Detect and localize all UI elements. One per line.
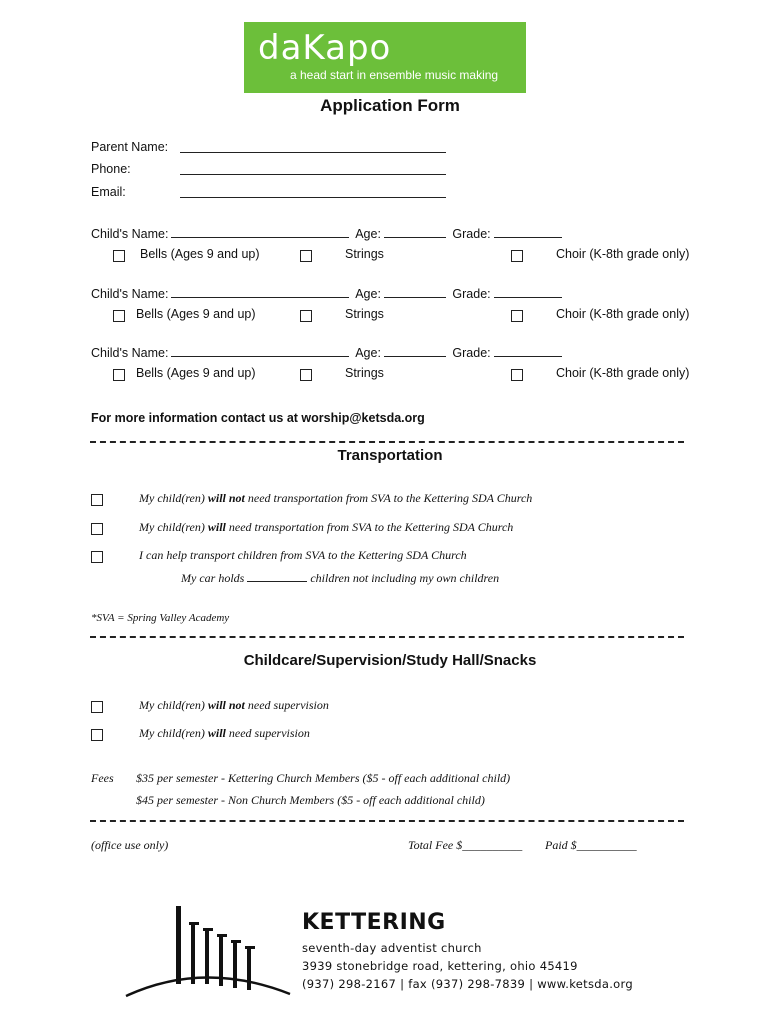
grade-label: Grade: xyxy=(452,346,491,360)
choir-label: Choir (K-8th grade only) xyxy=(556,307,690,321)
dakapo-logo xyxy=(244,22,526,93)
grade-field[interactable] xyxy=(494,287,562,298)
divider xyxy=(90,441,684,443)
child-row-2 xyxy=(91,287,565,301)
age-field[interactable] xyxy=(384,227,446,238)
option-text: need supervision xyxy=(225,726,310,740)
car-capacity-field[interactable] xyxy=(247,573,307,582)
choir-label: Choir (K-8th grade only) xyxy=(556,247,690,261)
office-use-label: (office use only) xyxy=(91,838,169,852)
option-emphasis: will not xyxy=(207,491,245,505)
sva-note: *SVA = Spring Valley Academy xyxy=(91,612,230,624)
option-emphasis: will not xyxy=(207,698,245,712)
no-supervision-checkbox[interactable] xyxy=(91,701,103,713)
child-row-3 xyxy=(91,346,565,360)
strings-label: Strings xyxy=(345,247,384,261)
no-transport-checkbox[interactable] xyxy=(91,494,103,506)
fee-non-members: $45 per semester - Non Church Members ($5 - off each additional child) xyxy=(136,793,485,807)
option-text: My child(ren) xyxy=(139,726,208,740)
option-text: need transportation from SVA to the Kettering SDA Church xyxy=(244,491,533,505)
option-text: My child(ren) xyxy=(139,698,208,712)
option-text: need supervision xyxy=(244,698,329,712)
need-supervision-label xyxy=(139,726,310,741)
choir-checkbox[interactable] xyxy=(511,369,523,381)
strings-checkbox[interactable] xyxy=(300,369,312,381)
bells-label: Bells (Ages 9 and up) xyxy=(136,307,256,321)
child-name-field[interactable] xyxy=(171,346,349,357)
no-supervision-label xyxy=(139,698,329,713)
choir-checkbox[interactable] xyxy=(511,250,523,262)
contact-info: For more information contact us at worship@ketsda.org xyxy=(91,411,425,425)
age-field[interactable] xyxy=(384,287,446,298)
phone-label: Phone: xyxy=(91,162,131,176)
kettering-bells-logo-icon xyxy=(124,902,294,1002)
grade-label: Grade: xyxy=(452,227,491,241)
car-capacity-suffix: children not including my own children xyxy=(310,571,500,585)
church-contact: (937) 298-2167 | fax (937) 298-7839 | www.ketsda.org xyxy=(302,977,633,991)
parent-name-field[interactable] xyxy=(180,152,446,153)
age-label: Age: xyxy=(355,346,381,360)
total-fee-field[interactable]: Total Fee $__________ xyxy=(408,838,523,852)
grade-field[interactable] xyxy=(494,227,562,238)
logo-tagline: a head start in ensemble music making xyxy=(290,68,499,82)
parent-name-label: Parent Name: xyxy=(91,140,169,154)
fees-label: Fees xyxy=(91,771,114,785)
help-transport-checkbox[interactable] xyxy=(91,551,103,563)
option-emphasis: will xyxy=(207,726,226,740)
bells-checkbox[interactable] xyxy=(113,369,125,381)
need-supervision-checkbox[interactable] xyxy=(91,729,103,741)
bells-label: Bells (Ages 9 and up) xyxy=(136,366,256,380)
strings-label: Strings xyxy=(345,366,384,380)
need-transport-checkbox[interactable] xyxy=(91,523,103,535)
option-text: My child(ren) xyxy=(139,491,208,505)
strings-label: Strings xyxy=(345,307,384,321)
age-field[interactable] xyxy=(384,346,446,357)
divider xyxy=(90,820,684,822)
option-text: need transportation from SVA to the Kettering SDA Church xyxy=(225,520,514,534)
bells-checkbox[interactable] xyxy=(113,310,125,322)
car-capacity-label: My car holds xyxy=(181,571,245,585)
logo-wordmark: daKapo xyxy=(258,28,392,68)
age-label: Age: xyxy=(355,287,381,301)
no-transport-label xyxy=(139,491,532,506)
choir-label: Choir (K-8th grade only) xyxy=(556,366,690,380)
transport-title: Transportation xyxy=(337,447,443,464)
need-transport-label xyxy=(139,520,513,535)
option-emphasis: will xyxy=(207,520,226,534)
church-name: KETTERING xyxy=(302,910,446,935)
child-name-label: Child's Name: xyxy=(91,227,169,241)
strings-checkbox[interactable] xyxy=(300,310,312,322)
form-title: Application Form xyxy=(320,96,460,115)
strings-checkbox[interactable] xyxy=(300,250,312,262)
email-field[interactable] xyxy=(180,197,446,198)
bells-checkbox[interactable] xyxy=(113,250,125,262)
child-name-label: Child's Name: xyxy=(91,346,169,360)
church-line1: seventh-day adventist church xyxy=(302,941,482,955)
bells-label: Bells (Ages 9 and up) xyxy=(140,247,260,261)
church-address: 3939 stonebridge road, kettering, ohio 45419 xyxy=(302,959,578,973)
childcare-title: Childcare/Supervision/Study Hall/Snacks xyxy=(243,652,537,669)
child-name-field[interactable] xyxy=(171,227,349,238)
grade-label: Grade: xyxy=(452,287,491,301)
grade-field[interactable] xyxy=(494,346,562,357)
choir-checkbox[interactable] xyxy=(511,310,523,322)
child-name-label: Child's Name: xyxy=(91,287,169,301)
option-text: My child(ren) xyxy=(139,520,208,534)
child-row-1 xyxy=(91,227,565,241)
phone-field[interactable] xyxy=(180,174,446,175)
paid-field[interactable]: Paid $__________ xyxy=(545,838,637,852)
email-label: Email: xyxy=(91,185,126,199)
divider xyxy=(90,636,684,638)
help-transport-label: I can help transport children from SVA to the Kettering SDA Church xyxy=(139,548,467,562)
car-capacity-row xyxy=(181,571,499,586)
child-name-field[interactable] xyxy=(171,287,349,298)
fee-members: $35 per semester - Kettering Church Members ($5 - off each additional child) xyxy=(136,771,511,785)
age-label: Age: xyxy=(355,227,381,241)
